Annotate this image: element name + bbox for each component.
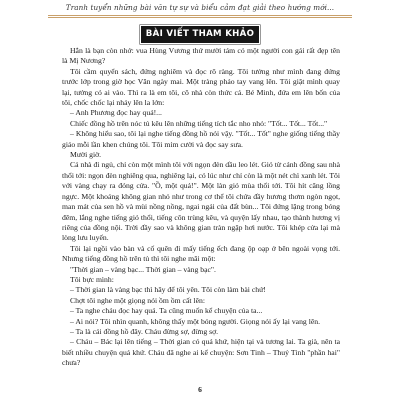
paragraph: – Anh Phương đọc hay quá!... (70, 108, 162, 118)
paragraph: Cả nhà đi ngủ, chỉ còn một mình tôi với ngọn đèn dầu leo lét. Gió từ cánh đồng sau nhà thổi tới: ngọn đèn nghiêng qua, nghiêng lại, có lúc như chỉ còn là một nét chì xanh lét. Tôi với vàng chạy ra đóng cửa. "Ồ, một quả!". Một làn gió mùa thổi tới. Tôi hít căng lồng ngực. Một khoảng không gian nhỏ như trong cơ thể tôi chứa đầy hương thơm ngòn ngọt, man mát của sen hồ và mùi nồng nồng, ngai ngái của đất bùn... Tôi đứng lặng trong bóng đêm, lắng nghe tiếng gió thổi, tiếng côn trùng kêu, và quyện lấy nhau, tạo thành hương vị riêng của đồng nội. Trời đầy sao và không gian tràn ngập hơi nước. Tôi khép cửa lại mà lòng lưu luyến. (62, 160, 340, 243)
paragraph: "Thời gian – vàng bạc... Thời gian – vàng bạc". (70, 264, 216, 274)
paragraph: – Thời gian là vàng bạc thì hãy để tôi yên. Tôi còn làm bài chứ! (70, 285, 266, 295)
paragraph: Tôi bực mình: (70, 274, 114, 284)
body-text (62, 46, 340, 369)
paragraph: Chợt tôi nghe một giọng nói ồm ồm cất lên: (70, 295, 205, 305)
page-number: 6 (198, 385, 202, 394)
paragraph: Tôi cầm quyển sách, đứng nghiêm và đọc rõ ràng. Tôi tưởng như mình đang đứng trước lớp trong giờ học Văn ngày mai. Một tràng pháo tay vang lên. Tôi giật mình quay lại, tưởng có ai vào. Thì ra là em tôi, cô nhà còn thức cả. Bé Minh, đứa em lên bốn của tôi, chốc chốc lại nhảy lên la lớn: (62, 66, 340, 108)
paragraph: Hẳn là bạn còn nhớ: vua Hùng Vương thứ mười tám có một người con gái rất đẹp tên là Mị Nương? (62, 46, 340, 66)
paragraph: Mười giờ. (70, 150, 102, 160)
paragraph: Tôi lại ngồi vào bàn và cố quên đi mấy tiếng ếch đang ộp oạp ở bên ngoài vọng tới. Nhưng tiếng đồng hồ trên tủ thì tôi nghe mãi một: (62, 243, 340, 264)
running-header: Tranh tuyển những bài văn tự sự và biểu cảm đạt giải theo hướng mới... (65, 3, 335, 12)
paragraph: – Ai nói? Tôi nhìn quanh, không thấy một bóng người. Giọng nói ấy lại vang lên. (70, 316, 321, 326)
header-rule-thin (48, 17, 352, 18)
paragraph: Chiếc đồng hồ trên nóc tủ kêu lên những tiếng tích tắc nho nhỏ: "Tốt... Tốt... Tốt..." (70, 118, 328, 128)
header-rule (48, 15, 352, 16)
paragraph: – Không hiểu sao, tôi lại nghe tiếng đồng hồ nói vậy. "Tốt... Tốt" nghe giống tiếng thầy giáo mỗi lần khen chúng tôi. Tôi mỉm cười và đọc say sưa. (62, 129, 340, 149)
paragraph: – Cháu – Bác lại lên tiếng – Thời gian có quá khứ, hiện tại và tương lai. Ta già, nên ta biết nhiều chuyện quá khứ. Cháu đã nghe ai kể chuyện: Sơn Tinh – Thuỷ Tinh "phần hai" chưa? (62, 337, 340, 368)
paragraph: – Ta là cái đồng hồ đây. Cháu đừng sợ, đừng sợ. (70, 326, 219, 336)
paragraph: – Ta nghe cháu đọc hay quá. Ta cũng muốn kể chuyện của ta... (70, 306, 263, 316)
section-title-banner: BÀI VIẾT THAM KHẢO (142, 27, 258, 42)
